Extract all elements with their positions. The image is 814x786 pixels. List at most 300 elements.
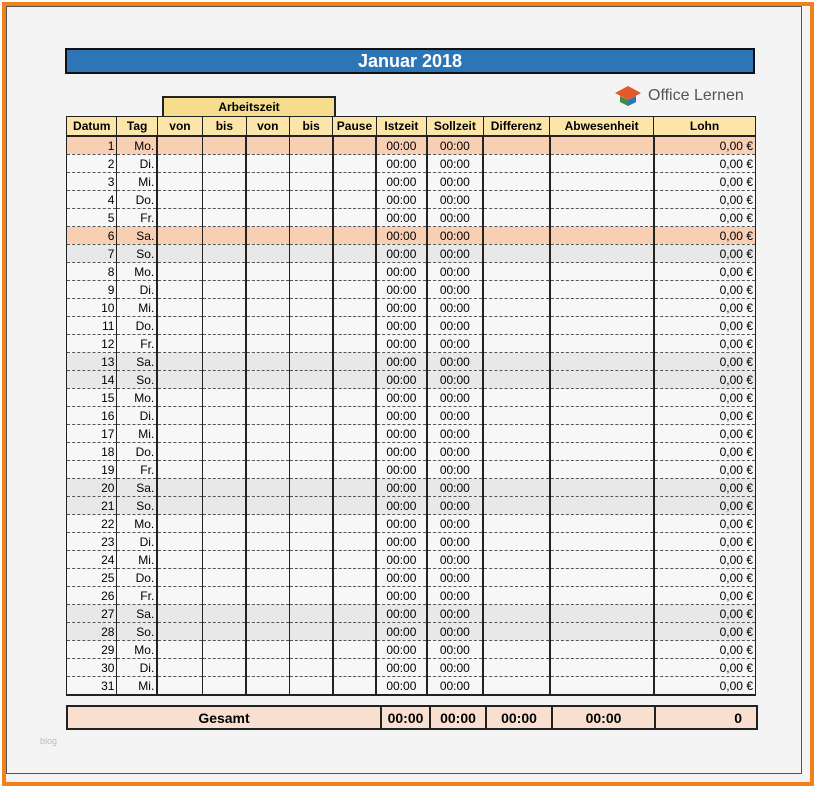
abwesenheit-cell[interactable] [550, 173, 654, 191]
abwesenheit-cell[interactable] [550, 677, 654, 696]
sollzeit-cell[interactable]: 00:00 [427, 461, 483, 479]
von-1-cell[interactable] [157, 425, 202, 443]
total-differenz[interactable]: 00:00 [486, 706, 552, 729]
istzeit-cell[interactable]: 00:00 [376, 335, 426, 353]
datum-cell[interactable]: 19 [67, 461, 117, 479]
istzeit-cell[interactable]: 00:00 [376, 371, 426, 389]
differenz-cell[interactable] [483, 407, 550, 425]
istzeit-cell[interactable]: 00:00 [376, 353, 426, 371]
lohn-cell[interactable]: 0,00 € [654, 317, 756, 335]
istzeit-cell[interactable]: 00:00 [376, 407, 426, 425]
abwesenheit-cell[interactable] [550, 425, 654, 443]
differenz-cell[interactable] [483, 659, 550, 677]
bis-1-cell[interactable] [203, 155, 246, 173]
istzeit-cell[interactable]: 00:00 [376, 623, 426, 641]
von-2-cell[interactable] [246, 479, 289, 497]
pause-cell[interactable] [333, 533, 376, 551]
von-2-cell[interactable] [246, 551, 289, 569]
pause-cell[interactable] [333, 587, 376, 605]
von-2-cell[interactable] [246, 605, 289, 623]
bis-1-cell[interactable] [203, 515, 246, 533]
istzeit-cell[interactable]: 00:00 [376, 641, 426, 659]
pause-cell[interactable] [333, 353, 376, 371]
tag-cell[interactable]: Sa. [117, 605, 157, 623]
von-1-cell[interactable] [157, 317, 202, 335]
pause-cell[interactable] [333, 389, 376, 407]
tag-cell[interactable]: Di. [117, 533, 157, 551]
von-2-cell[interactable] [246, 299, 289, 317]
datum-cell[interactable]: 31 [67, 677, 117, 696]
istzeit-cell[interactable]: 00:00 [376, 317, 426, 335]
pause-cell[interactable] [333, 299, 376, 317]
differenz-cell[interactable] [483, 245, 550, 263]
bis-2-cell[interactable] [289, 209, 332, 227]
istzeit-cell[interactable]: 00:00 [376, 443, 426, 461]
lohn-cell[interactable]: 0,00 € [654, 641, 756, 659]
istzeit-cell[interactable]: 00:00 [376, 461, 426, 479]
datum-cell[interactable]: 29 [67, 641, 117, 659]
pause-cell[interactable] [333, 155, 376, 173]
abwesenheit-cell[interactable] [550, 136, 654, 155]
tag-cell[interactable]: Sa. [117, 353, 157, 371]
istzeit-cell[interactable]: 00:00 [376, 281, 426, 299]
bis-2-cell[interactable] [289, 407, 332, 425]
tag-cell[interactable]: Di. [117, 155, 157, 173]
pause-cell[interactable] [333, 623, 376, 641]
lohn-cell[interactable]: 0,00 € [654, 533, 756, 551]
pause-cell[interactable] [333, 515, 376, 533]
lohn-cell[interactable]: 0,00 € [654, 136, 756, 155]
bis-1-cell[interactable] [203, 335, 246, 353]
von-2-cell[interactable] [246, 497, 289, 515]
von-1-cell[interactable] [157, 587, 202, 605]
sollzeit-cell[interactable]: 00:00 [427, 443, 483, 461]
von-2-cell[interactable] [246, 587, 289, 605]
abwesenheit-cell[interactable] [550, 497, 654, 515]
von-1-cell[interactable] [157, 461, 202, 479]
istzeit-cell[interactable]: 00:00 [376, 263, 426, 281]
von-1-cell[interactable] [157, 173, 202, 191]
datum-cell[interactable]: 17 [67, 425, 117, 443]
total-istzeit[interactable]: 00:00 [381, 706, 430, 729]
abwesenheit-cell[interactable] [550, 263, 654, 281]
bis-1-cell[interactable] [203, 371, 246, 389]
differenz-cell[interactable] [483, 299, 550, 317]
von-2-cell[interactable] [246, 281, 289, 299]
lohn-cell[interactable]: 0,00 € [654, 623, 756, 641]
differenz-cell[interactable] [483, 317, 550, 335]
bis-2-cell[interactable] [289, 335, 332, 353]
istzeit-cell[interactable]: 00:00 [376, 497, 426, 515]
differenz-cell[interactable] [483, 551, 550, 569]
differenz-cell[interactable] [483, 191, 550, 209]
bis-2-cell[interactable] [289, 587, 332, 605]
von-1-cell[interactable] [157, 353, 202, 371]
bis-2-cell[interactable] [289, 389, 332, 407]
datum-cell[interactable]: 7 [67, 245, 117, 263]
bis-1-cell[interactable] [203, 173, 246, 191]
istzeit-cell[interactable]: 00:00 [376, 173, 426, 191]
pause-cell[interactable] [333, 605, 376, 623]
tag-cell[interactable]: So. [117, 371, 157, 389]
sollzeit-cell[interactable]: 00:00 [427, 641, 483, 659]
sollzeit-cell[interactable]: 00:00 [427, 209, 483, 227]
differenz-cell[interactable] [483, 605, 550, 623]
bis-1-cell[interactable] [203, 659, 246, 677]
lohn-cell[interactable]: 0,00 € [654, 587, 756, 605]
differenz-cell[interactable] [483, 227, 550, 245]
tag-cell[interactable]: Do. [117, 443, 157, 461]
lohn-cell[interactable]: 0,00 € [654, 659, 756, 677]
tag-cell[interactable]: Do. [117, 317, 157, 335]
datum-cell[interactable]: 2 [67, 155, 117, 173]
datum-cell[interactable]: 23 [67, 533, 117, 551]
abwesenheit-cell[interactable] [550, 245, 654, 263]
differenz-cell[interactable] [483, 461, 550, 479]
von-2-cell[interactable] [246, 245, 289, 263]
abwesenheit-cell[interactable] [550, 533, 654, 551]
datum-cell[interactable]: 18 [67, 443, 117, 461]
differenz-cell[interactable] [483, 443, 550, 461]
bis-1-cell[interactable] [203, 227, 246, 245]
tag-cell[interactable]: Mo. [117, 641, 157, 659]
istzeit-cell[interactable]: 00:00 [376, 659, 426, 677]
tag-cell[interactable]: Mi. [117, 299, 157, 317]
sollzeit-cell[interactable]: 00:00 [427, 191, 483, 209]
differenz-cell[interactable] [483, 389, 550, 407]
lohn-cell[interactable]: 0,00 € [654, 335, 756, 353]
differenz-cell[interactable] [483, 587, 550, 605]
sollzeit-cell[interactable]: 00:00 [427, 425, 483, 443]
abwesenheit-cell[interactable] [550, 623, 654, 641]
tag-cell[interactable]: So. [117, 497, 157, 515]
bis-1-cell[interactable] [203, 299, 246, 317]
istzeit-cell[interactable]: 00:00 [376, 425, 426, 443]
von-1-cell[interactable] [157, 551, 202, 569]
von-2-cell[interactable] [246, 371, 289, 389]
abwesenheit-cell[interactable] [550, 641, 654, 659]
abwesenheit-cell[interactable] [550, 191, 654, 209]
differenz-cell[interactable] [483, 371, 550, 389]
von-2-cell[interactable] [246, 191, 289, 209]
lohn-cell[interactable]: 0,00 € [654, 425, 756, 443]
von-2-cell[interactable] [246, 677, 289, 696]
differenz-cell[interactable] [483, 515, 550, 533]
abwesenheit-cell[interactable] [550, 659, 654, 677]
bis-1-cell[interactable] [203, 425, 246, 443]
differenz-cell[interactable] [483, 353, 550, 371]
bis-2-cell[interactable] [289, 659, 332, 677]
istzeit-cell[interactable]: 00:00 [376, 479, 426, 497]
lohn-cell[interactable]: 0,00 € [654, 497, 756, 515]
sollzeit-cell[interactable]: 00:00 [427, 659, 483, 677]
istzeit-cell[interactable]: 00:00 [376, 515, 426, 533]
pause-cell[interactable] [333, 317, 376, 335]
sollzeit-cell[interactable]: 00:00 [427, 299, 483, 317]
abwesenheit-cell[interactable] [550, 587, 654, 605]
tag-cell[interactable]: Di. [117, 407, 157, 425]
lohn-cell[interactable]: 0,00 € [654, 173, 756, 191]
bis-1-cell[interactable] [203, 209, 246, 227]
bis-2-cell[interactable] [289, 263, 332, 281]
abwesenheit-cell[interactable] [550, 407, 654, 425]
von-1-cell[interactable] [157, 371, 202, 389]
tag-cell[interactable]: Mi. [117, 173, 157, 191]
bis-2-cell[interactable] [289, 191, 332, 209]
von-1-cell[interactable] [157, 515, 202, 533]
abwesenheit-cell[interactable] [550, 335, 654, 353]
datum-cell[interactable]: 24 [67, 551, 117, 569]
bis-1-cell[interactable] [203, 245, 246, 263]
bis-1-cell[interactable] [203, 605, 246, 623]
differenz-cell[interactable] [483, 209, 550, 227]
istzeit-cell[interactable]: 00:00 [376, 299, 426, 317]
lohn-cell[interactable]: 0,00 € [654, 407, 756, 425]
von-2-cell[interactable] [246, 569, 289, 587]
tag-cell[interactable]: So. [117, 623, 157, 641]
datum-cell[interactable]: 15 [67, 389, 117, 407]
bis-2-cell[interactable] [289, 569, 332, 587]
sollzeit-cell[interactable]: 00:00 [427, 587, 483, 605]
pause-cell[interactable] [333, 497, 376, 515]
bis-1-cell[interactable] [203, 443, 246, 461]
bis-2-cell[interactable] [289, 641, 332, 659]
istzeit-cell[interactable]: 00:00 [376, 533, 426, 551]
von-2-cell[interactable] [246, 317, 289, 335]
pause-cell[interactable] [333, 659, 376, 677]
datum-cell[interactable]: 20 [67, 479, 117, 497]
tag-cell[interactable]: Mo. [117, 136, 157, 155]
datum-cell[interactable]: 8 [67, 263, 117, 281]
bis-1-cell[interactable] [203, 533, 246, 551]
von-1-cell[interactable] [157, 569, 202, 587]
bis-2-cell[interactable] [289, 479, 332, 497]
istzeit-cell[interactable]: 00:00 [376, 587, 426, 605]
bis-2-cell[interactable] [289, 227, 332, 245]
istzeit-cell[interactable]: 00:00 [376, 209, 426, 227]
pause-cell[interactable] [333, 479, 376, 497]
bis-1-cell[interactable] [203, 136, 246, 155]
differenz-cell[interactable] [483, 335, 550, 353]
von-1-cell[interactable] [157, 677, 202, 696]
bis-1-cell[interactable] [203, 641, 246, 659]
von-2-cell[interactable] [246, 425, 289, 443]
lohn-cell[interactable]: 0,00 € [654, 443, 756, 461]
datum-cell[interactable]: 25 [67, 569, 117, 587]
von-1-cell[interactable] [157, 443, 202, 461]
lohn-cell[interactable]: 0,00 € [654, 353, 756, 371]
pause-cell[interactable] [333, 335, 376, 353]
istzeit-cell[interactable]: 00:00 [376, 245, 426, 263]
sollzeit-cell[interactable]: 00:00 [427, 515, 483, 533]
datum-cell[interactable]: 27 [67, 605, 117, 623]
bis-2-cell[interactable] [289, 245, 332, 263]
datum-cell[interactable]: 16 [67, 407, 117, 425]
sollzeit-cell[interactable]: 00:00 [427, 677, 483, 696]
abwesenheit-cell[interactable] [550, 299, 654, 317]
bis-2-cell[interactable] [289, 281, 332, 299]
tag-cell[interactable]: Sa. [117, 227, 157, 245]
von-1-cell[interactable] [157, 641, 202, 659]
von-1-cell[interactable] [157, 533, 202, 551]
bis-2-cell[interactable] [289, 677, 332, 696]
abwesenheit-cell[interactable] [550, 209, 654, 227]
abwesenheit-cell[interactable] [550, 371, 654, 389]
datum-cell[interactable]: 22 [67, 515, 117, 533]
von-1-cell[interactable] [157, 263, 202, 281]
istzeit-cell[interactable]: 00:00 [376, 191, 426, 209]
abwesenheit-cell[interactable] [550, 443, 654, 461]
istzeit-cell[interactable]: 00:00 [376, 227, 426, 245]
tag-cell[interactable]: So. [117, 245, 157, 263]
bis-2-cell[interactable] [289, 371, 332, 389]
abwesenheit-cell[interactable] [550, 515, 654, 533]
sollzeit-cell[interactable]: 00:00 [427, 389, 483, 407]
lohn-cell[interactable]: 0,00 € [654, 569, 756, 587]
tag-cell[interactable]: Fr. [117, 587, 157, 605]
tag-cell[interactable]: Mi. [117, 425, 157, 443]
bis-2-cell[interactable] [289, 155, 332, 173]
pause-cell[interactable] [333, 136, 376, 155]
abwesenheit-cell[interactable] [550, 551, 654, 569]
datum-cell[interactable]: 1 [67, 136, 117, 155]
datum-cell[interactable]: 30 [67, 659, 117, 677]
datum-cell[interactable]: 14 [67, 371, 117, 389]
pause-cell[interactable] [333, 641, 376, 659]
datum-cell[interactable]: 9 [67, 281, 117, 299]
von-1-cell[interactable] [157, 227, 202, 245]
lohn-cell[interactable]: 0,00 € [654, 227, 756, 245]
istzeit-cell[interactable]: 00:00 [376, 389, 426, 407]
pause-cell[interactable] [333, 371, 376, 389]
bis-2-cell[interactable] [289, 173, 332, 191]
differenz-cell[interactable] [483, 136, 550, 155]
von-2-cell[interactable] [246, 209, 289, 227]
lohn-cell[interactable]: 0,00 € [654, 155, 756, 173]
datum-cell[interactable]: 28 [67, 623, 117, 641]
von-2-cell[interactable] [246, 443, 289, 461]
differenz-cell[interactable] [483, 623, 550, 641]
sollzeit-cell[interactable]: 00:00 [427, 479, 483, 497]
bis-1-cell[interactable] [203, 263, 246, 281]
istzeit-cell[interactable]: 00:00 [376, 136, 426, 155]
von-1-cell[interactable] [157, 335, 202, 353]
von-1-cell[interactable] [157, 245, 202, 263]
sollzeit-cell[interactable]: 00:00 [427, 173, 483, 191]
differenz-cell[interactable] [483, 569, 550, 587]
differenz-cell[interactable] [483, 263, 550, 281]
von-1-cell[interactable] [157, 155, 202, 173]
bis-2-cell[interactable] [289, 497, 332, 515]
lohn-cell[interactable]: 0,00 € [654, 371, 756, 389]
von-2-cell[interactable] [246, 623, 289, 641]
pause-cell[interactable] [333, 245, 376, 263]
istzeit-cell[interactable]: 00:00 [376, 155, 426, 173]
pause-cell[interactable] [333, 281, 376, 299]
von-1-cell[interactable] [157, 659, 202, 677]
abwesenheit-cell[interactable] [550, 155, 654, 173]
lohn-cell[interactable]: 0,00 € [654, 479, 756, 497]
bis-1-cell[interactable] [203, 317, 246, 335]
von-1-cell[interactable] [157, 299, 202, 317]
pause-cell[interactable] [333, 191, 376, 209]
bis-2-cell[interactable] [289, 317, 332, 335]
differenz-cell[interactable] [483, 677, 550, 696]
sollzeit-cell[interactable]: 00:00 [427, 136, 483, 155]
tag-cell[interactable]: Do. [117, 569, 157, 587]
bis-2-cell[interactable] [289, 353, 332, 371]
bis-2-cell[interactable] [289, 461, 332, 479]
von-2-cell[interactable] [246, 515, 289, 533]
von-2-cell[interactable] [246, 173, 289, 191]
istzeit-cell[interactable]: 00:00 [376, 677, 426, 696]
sollzeit-cell[interactable]: 00:00 [427, 263, 483, 281]
tag-cell[interactable]: Mo. [117, 389, 157, 407]
tag-cell[interactable]: Mo. [117, 515, 157, 533]
von-2-cell[interactable] [246, 389, 289, 407]
pause-cell[interactable] [333, 227, 376, 245]
von-2-cell[interactable] [246, 407, 289, 425]
differenz-cell[interactable] [483, 281, 550, 299]
sollzeit-cell[interactable]: 00:00 [427, 335, 483, 353]
tag-cell[interactable]: Fr. [117, 335, 157, 353]
differenz-cell[interactable] [483, 173, 550, 191]
bis-1-cell[interactable] [203, 389, 246, 407]
bis-2-cell[interactable] [289, 515, 332, 533]
von-2-cell[interactable] [246, 136, 289, 155]
lohn-cell[interactable]: 0,00 € [654, 299, 756, 317]
total-sollzeit[interactable]: 00:00 [430, 706, 486, 729]
lohn-cell[interactable]: 0,00 € [654, 209, 756, 227]
pause-cell[interactable] [333, 461, 376, 479]
von-1-cell[interactable] [157, 479, 202, 497]
abwesenheit-cell[interactable] [550, 389, 654, 407]
abwesenheit-cell[interactable] [550, 353, 654, 371]
lohn-cell[interactable]: 0,00 € [654, 605, 756, 623]
bis-2-cell[interactable] [289, 551, 332, 569]
total-abwesenheit[interactable]: 00:00 [552, 706, 655, 729]
tag-cell[interactable]: Mi. [117, 551, 157, 569]
abwesenheit-cell[interactable] [550, 461, 654, 479]
von-2-cell[interactable] [246, 461, 289, 479]
bis-2-cell[interactable] [289, 443, 332, 461]
datum-cell[interactable]: 5 [67, 209, 117, 227]
von-1-cell[interactable] [157, 281, 202, 299]
istzeit-cell[interactable]: 00:00 [376, 605, 426, 623]
pause-cell[interactable] [333, 443, 376, 461]
pause-cell[interactable] [333, 551, 376, 569]
sollzeit-cell[interactable]: 00:00 [427, 371, 483, 389]
von-1-cell[interactable] [157, 605, 202, 623]
von-2-cell[interactable] [246, 155, 289, 173]
lohn-cell[interactable]: 0,00 € [654, 389, 756, 407]
sollzeit-cell[interactable]: 00:00 [427, 155, 483, 173]
tag-cell[interactable]: Mi. [117, 677, 157, 696]
lohn-cell[interactable]: 0,00 € [654, 551, 756, 569]
sollzeit-cell[interactable]: 00:00 [427, 317, 483, 335]
differenz-cell[interactable] [483, 641, 550, 659]
tag-cell[interactable]: Mo. [117, 263, 157, 281]
datum-cell[interactable]: 13 [67, 353, 117, 371]
bis-2-cell[interactable] [289, 425, 332, 443]
sollzeit-cell[interactable]: 00:00 [427, 605, 483, 623]
lohn-cell[interactable]: 0,00 € [654, 461, 756, 479]
sollzeit-cell[interactable]: 00:00 [427, 227, 483, 245]
tag-cell[interactable]: Di. [117, 281, 157, 299]
tag-cell[interactable]: Fr. [117, 209, 157, 227]
bis-1-cell[interactable] [203, 569, 246, 587]
von-1-cell[interactable] [157, 497, 202, 515]
